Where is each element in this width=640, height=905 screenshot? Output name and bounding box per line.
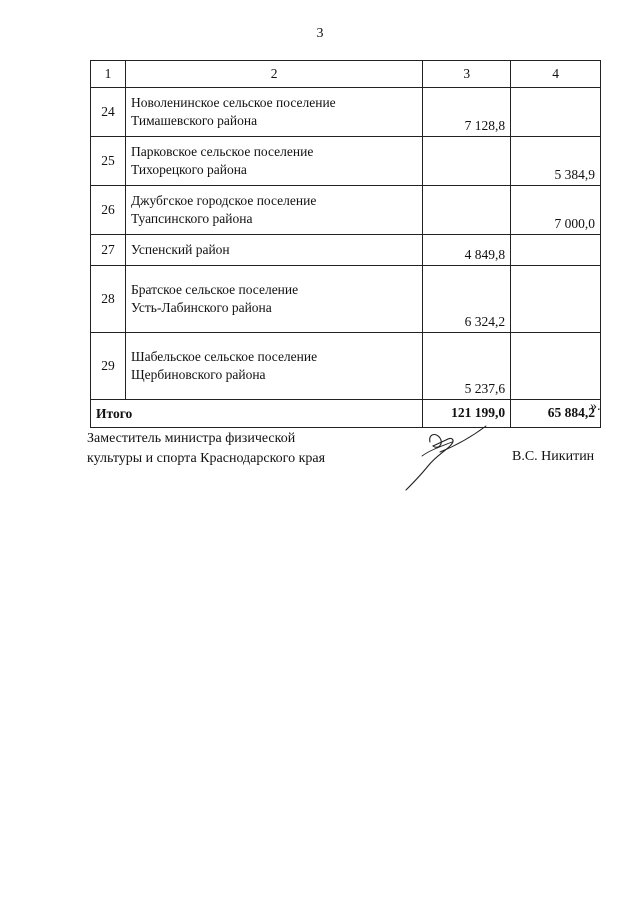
table-row xyxy=(91,235,601,266)
header-cell: 2 xyxy=(125,61,422,88)
row-number: 27 xyxy=(91,235,126,266)
row-name: Парковское сельское поселение Тихорецкого района xyxy=(125,137,422,186)
table-row xyxy=(91,88,601,137)
row-col4-value xyxy=(511,88,601,137)
page-number: 3 xyxy=(316,26,324,41)
row-name: Братское сельское поселение Усть-Лабинского района xyxy=(125,266,422,333)
table-row xyxy=(91,266,601,333)
total-row xyxy=(91,400,601,428)
header-cell: 1 xyxy=(91,61,126,88)
row-name: Шабельское сельское поселение Щербиновского района xyxy=(125,333,422,400)
row-col3-value: 7 128,8 xyxy=(423,88,511,137)
row-col3-value: 5 237,6 xyxy=(423,333,511,400)
row-name: Новоленинское сельское поселение Тимашевского района xyxy=(125,88,422,137)
signer-name: В.С. Никитин xyxy=(512,449,595,464)
row-col3-value xyxy=(423,186,511,235)
row-number: 26 xyxy=(91,186,126,235)
header-cell: 3 xyxy=(423,61,511,88)
row-col4-value xyxy=(511,235,601,266)
row-col4-value xyxy=(511,333,601,400)
total-col4-value: 65 884,2 xyxy=(511,400,601,428)
row-col3-value: 4 849,8 xyxy=(423,235,511,266)
row-col4-value: 5 384,9 xyxy=(511,137,601,186)
row-number: 29 xyxy=(91,333,126,400)
row-number: 25 xyxy=(91,137,126,186)
row-col3-value xyxy=(423,137,511,186)
table-row xyxy=(91,333,601,400)
allocation-table xyxy=(90,60,601,428)
row-name: Успенский район xyxy=(125,235,422,266)
table-row xyxy=(91,186,601,235)
row-col4-value: 7 000,0 xyxy=(511,186,601,235)
signer-position: Заместитель министра физической культуры и спорта Краснодарского края xyxy=(87,431,326,466)
table-header-row xyxy=(91,61,601,88)
total-label: Итого xyxy=(91,400,423,428)
table-row xyxy=(91,137,601,186)
row-col3-value: 6 324,2 xyxy=(423,266,511,333)
header-cell: 4 xyxy=(511,61,601,88)
handwritten-signature xyxy=(400,420,500,495)
row-number: 28 xyxy=(91,266,126,333)
row-col4-value xyxy=(511,266,601,333)
row-number: 24 xyxy=(91,88,126,137)
total-col3-value: 121 199,0 xyxy=(423,400,511,428)
closing-quote: ». xyxy=(590,399,601,414)
row-name: Джубгское городское поселение Туапсинского района xyxy=(125,186,422,235)
